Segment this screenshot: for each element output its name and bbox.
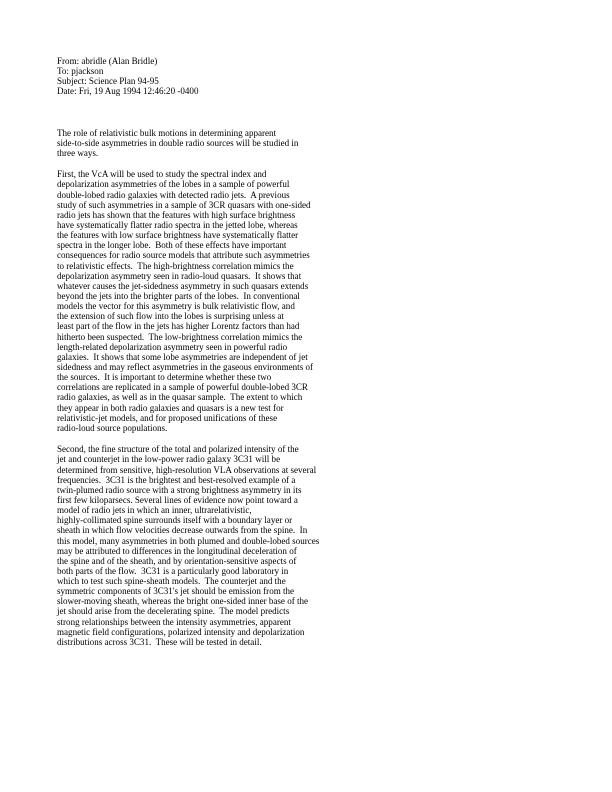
paragraph-line: jet should arise from the decelerating spine. The model predicts (57, 606, 290, 617)
paragraph-line: symmetric components of 3C31's jet should be emission from the (57, 586, 295, 597)
paragraph-line: depolarization asymmetry seen in radio-loud quasars. It shows that (57, 270, 302, 281)
paragraph-line: Second, the fine structure of the total and polarized intensity of the (57, 444, 299, 455)
paragraph-line: the extension of such flow into the lobes is surprising unless at (57, 311, 284, 322)
paragraph-line: consequences for radio source models that attribute such asymmetries (57, 250, 310, 261)
paragraph-line: models the vector for this asymmetry is bulk relativistic flow, and (57, 301, 295, 312)
first-paragraph (57, 169, 557, 433)
paragraph-line: slower-moving sheath, whereas the bright one-sided inner base of the (57, 596, 309, 607)
paragraph-line: correlations are replicated in a sample of powerful double-lobed 3CR (57, 382, 308, 393)
paragraph-line: jet and counterjet in the low-power radio galaxy 3C31 will be (57, 454, 281, 465)
intro-line: The role of relativistic bulk motions in determining apparent (57, 127, 277, 138)
intro-line: three ways. (57, 147, 99, 158)
second-paragraph (57, 444, 557, 647)
paragraph-line: model of radio jets in which an inner, ultrarelativistic, (57, 505, 252, 516)
paragraph-line: frequencies. 3C31 is the brightest and best-resolved example of a (57, 474, 296, 485)
paragraph-line: distributions across 3C31. These will be tested in detail. (57, 636, 262, 647)
paragraph-line: first few kiloparsecs. Several lines of evidence now point toward a (57, 494, 298, 505)
paragraph-line: sheath in which flow velocities decrease outwards from the spine. In (57, 525, 308, 536)
paragraph-line: to relativistic effects. The high-brightness correlation mimics the (57, 260, 294, 271)
paragraph-line: strong relationships between the intensity asymmetries, apparent (57, 616, 291, 627)
paragraph-line: highly-collimated spine surrounds itself with a boundary layer or (57, 515, 293, 526)
date-line: Date: Fri, 19 Aug 1994 12:46:20 -0400 (57, 86, 199, 97)
paragraph-line: whatever causes the jet-sidedness asymmetry in such quasars extends (57, 280, 309, 291)
paragraph-line: sidedness and may reflect asymmetries in the gaseous environments of (57, 361, 314, 372)
paragraph-line: study of such asymmetries in a sample of 3CR quasars with one-sided (57, 199, 311, 210)
paragraph-line: least part of the flow in the jets has higher Lorentz factors than had (57, 321, 300, 332)
paragraph-line: beyond the jets into the brighter parts of the lobes. In conventional (57, 290, 300, 301)
paragraph-line: they appear in both radio galaxies and quasars is a new test for (57, 402, 284, 413)
paragraph-line: may be attributed to differences in the longitudinal deceleration of (57, 545, 297, 556)
intro-paragraph (57, 128, 557, 158)
paragraph-line: the sources. It is important to determine whether these two (57, 372, 272, 383)
paragraph-line: double-lobed radio galaxies with detected radio jets. A previous (57, 189, 290, 200)
from-line: From: abridle (Alan Bridle) (57, 56, 158, 66)
paragraph-line: length-related depolarization asymmetry seen in powerful radio (57, 341, 288, 352)
paragraph-line: determined from sensitive, high-resolution VLA observations at several (57, 464, 317, 475)
email-document (57, 56, 557, 647)
paragraph-line: spectra in the longer lobe. Both of these effects have important (57, 240, 287, 251)
paragraph-line: which to test such spine-sheath models. The counterjet and the (57, 576, 286, 587)
paragraph-line: twin-plumed radio source with a strong brightness asymmetry in its (57, 484, 302, 495)
to-line: To: pjackson (57, 66, 104, 77)
paragraph-line: radio jets has shown that the features with high surface brightness (57, 209, 296, 220)
paragraph-line: radio galaxies, as well as in the quasar sample. The extent to which (57, 392, 303, 403)
paragraph-line: galaxies. It shows that some lobe asymmetries are independent of jet (57, 351, 308, 362)
paragraph-line: depolarization asymmetries of the lobes in a sample of powerful (57, 179, 290, 190)
paragraph-line: magnetic field configurations, polarized intensity and depolarization (57, 626, 305, 637)
paragraph-line: hitherto been suspected. The low-brightness correlation mimics the (57, 331, 303, 342)
intro-line: side-to-side asymmetries in double radio sources will be studied in (57, 137, 299, 148)
paragraph-line: relativistic-jet models, and for proposed unifications of these (57, 412, 278, 423)
paragraph-line: this model, many asymmetries in both plumed and double-lobed sources (57, 535, 320, 546)
paragraph-line: the features with low surface brightness have systematically flatter (57, 230, 299, 241)
paragraph-line: First, the VcA will be used to study the spectral index and (57, 169, 267, 180)
paragraph-line: both parts of the flow. 3C31 is a particularly good laboratory in (57, 565, 289, 576)
subject-line: Subject: Science Plan 94-95 (57, 76, 159, 87)
paragraph-line: the spine and of the sheath, and by orientation-sensitive aspects of (57, 555, 297, 566)
paragraph-line: have systematically flatter radio spectra in the jetted lobe, whereas (57, 219, 298, 230)
paragraph-line: radio-loud source populations. (57, 422, 168, 433)
email-header (57, 56, 557, 97)
